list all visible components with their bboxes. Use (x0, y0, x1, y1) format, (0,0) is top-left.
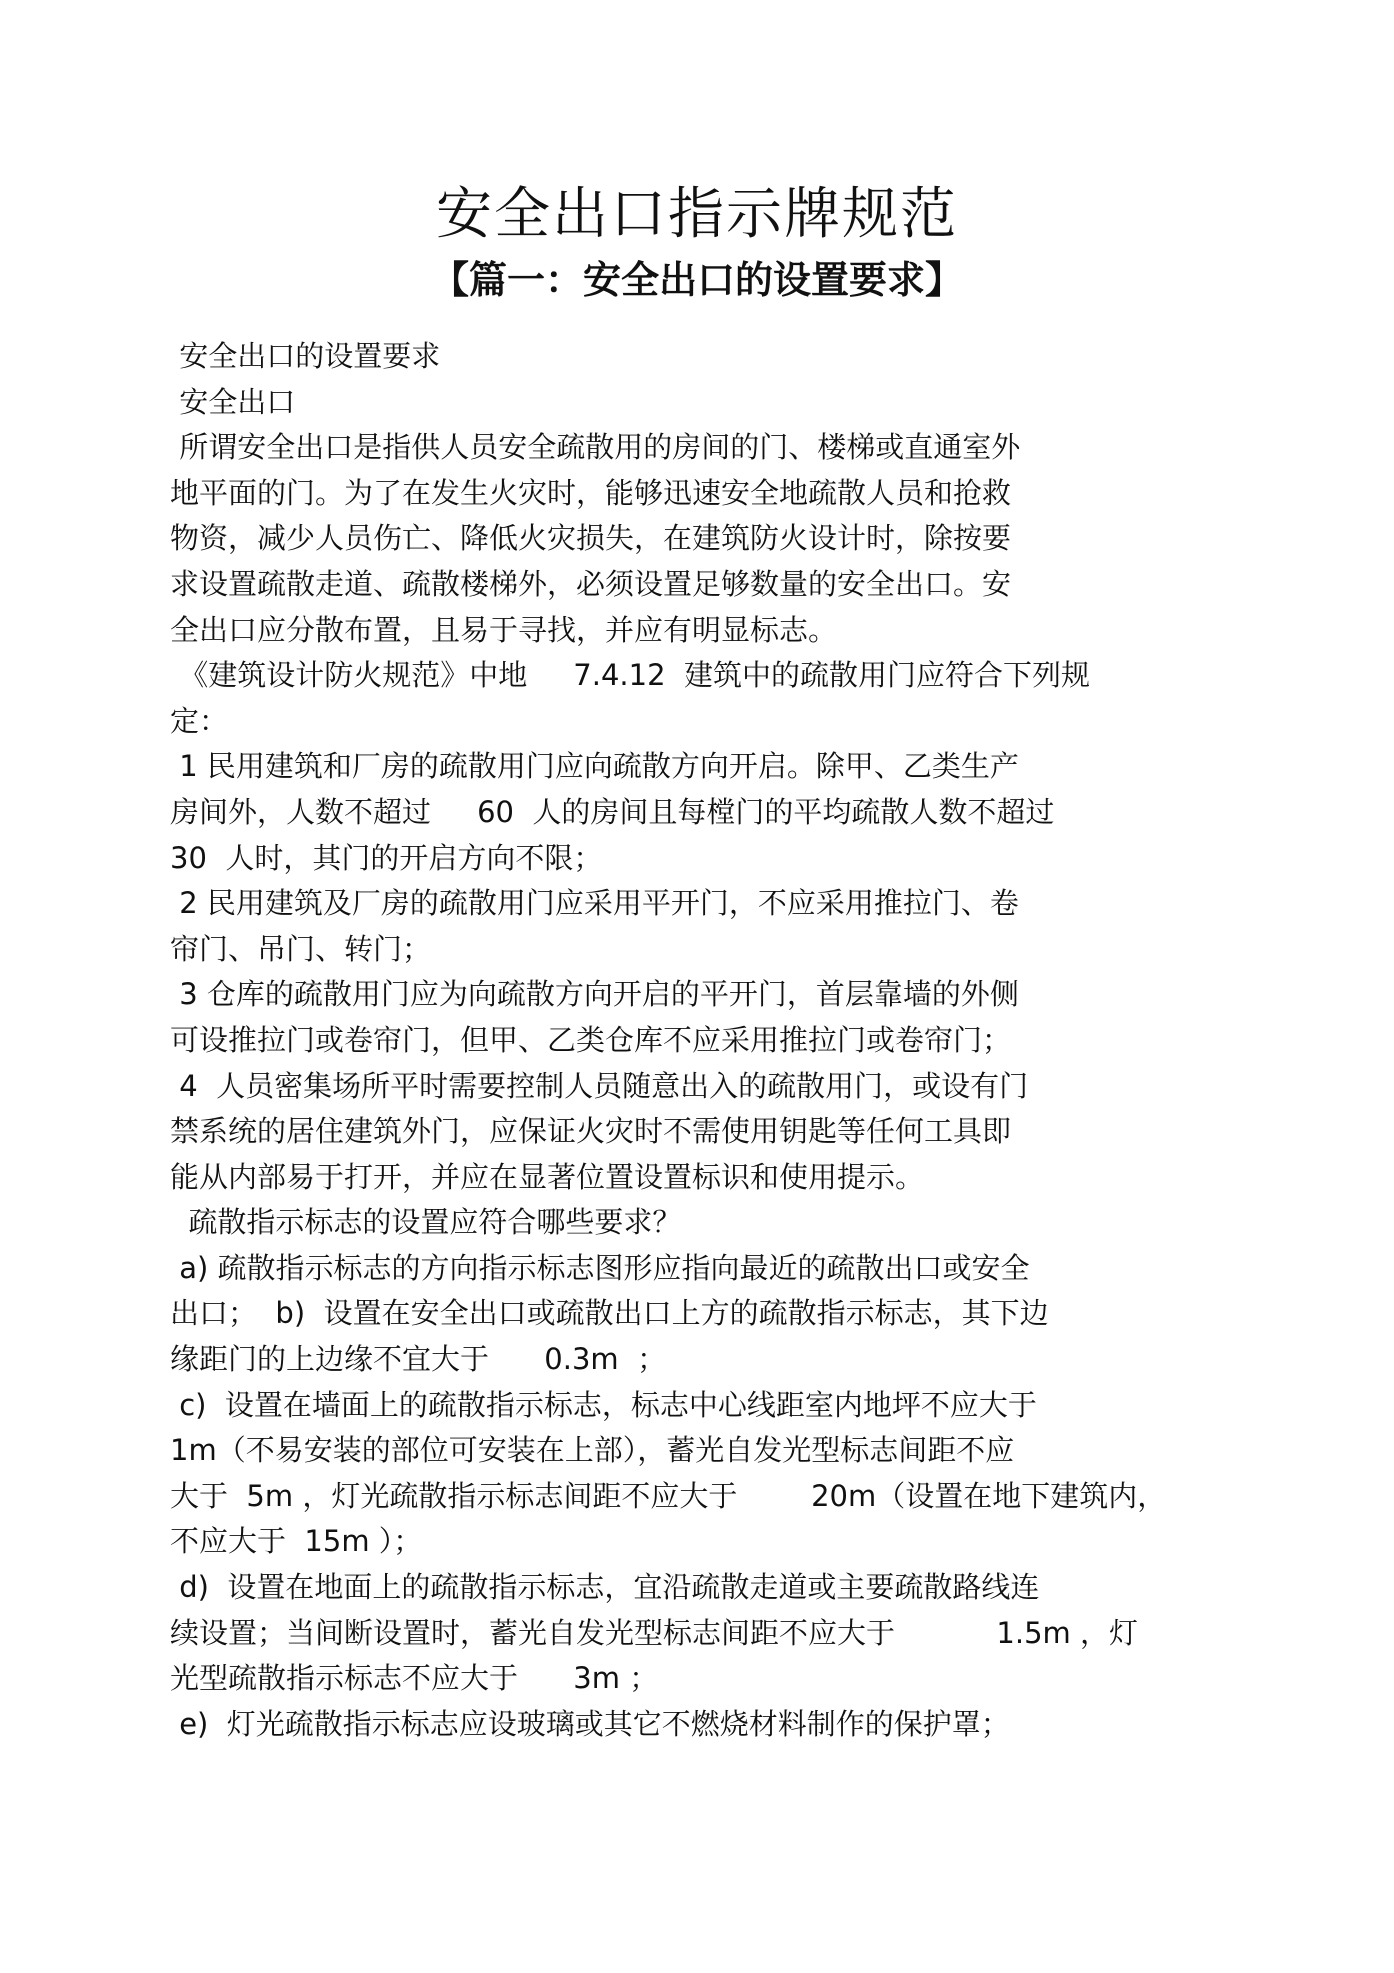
paragraph-line: 3 仓库的疏散用门应为向疏散方向开启的平开门，首层靠墙的外侧 (170, 977, 1019, 1012)
paragraph-line: 1m（不易安装的部位可安装在上部），蓄光自发光型标志间距不应 (170, 1433, 1015, 1468)
paragraph-line: 全出口应分散布置，且易于寻找，并应有明显标志。 (170, 612, 838, 647)
paragraph-line: 安全出口的设置要求 (170, 339, 441, 373)
document-body (170, 334, 1230, 1747)
paragraph-line: 能从内部易于打开，并应在显著位置设置标识和使用提示。 (170, 1159, 925, 1194)
paragraph-line: 疏散指示标志的设置应符合哪些要求？ (170, 1205, 682, 1240)
paragraph-line: 定： (170, 703, 229, 738)
paragraph-line: c) 设置在墙面上的疏散指示标志，标志中心线距室内地坪不应大于 (170, 1387, 1037, 1422)
paragraph-line: 续设置；当间断设置时，蓄光自发光型标志间距不应大于 1.5m ，灯 (170, 1615, 1138, 1650)
paragraph-line: 帘门、吊门、转门； (170, 931, 432, 966)
paragraph-line: 地平面的门。为了在发生火灾时，能够迅速安全地疏散人员和抢救 (170, 475, 1012, 510)
paragraph-line: 2 民用建筑及厂房的疏散用门应采用平开门，不应采用推拉门、卷 (170, 886, 1019, 921)
paragraph-line: 缘距门的上边缘不宜大于 0.3m ； (170, 1342, 667, 1377)
paragraph-line: d) 设置在地面上的疏散指示标志，宜沿疏散走道或主要疏散路线连 (170, 1570, 1040, 1605)
paragraph-line: 所谓安全出口是指供人员安全疏散用的房间的门、楼梯或直通室外 (170, 430, 1021, 465)
paragraph-line: 30 人时，其门的开启方向不限； (170, 840, 603, 875)
paragraph-line: 禁系统的居住建筑外门，应保证火灾时不需使用钥匙等任何工具即 (170, 1114, 1012, 1149)
paragraph-line: 可设推拉门或卷帘门，但甲、乙类仓库不应采用推拉门或卷帘门； (170, 1022, 1012, 1057)
paragraph-line: 房间外，人数不超过 60 人的房间且每樘门的平均疏散人数不超过 (170, 794, 1055, 829)
paragraph-line: 1 民用建筑和厂房的疏散用门应向疏散方向开启。除甲、乙类生产 (170, 749, 1019, 784)
paragraph-line: 安全出口 (170, 384, 296, 419)
paragraph-line: 物资，减少人员伤亡、降低火灾损失，在建筑防火设计时，除按要 (170, 521, 1012, 556)
paragraph-line: 4 人员密集场所平时需要控制人员随意出入的疏散用门，或设有门 (170, 1068, 1029, 1103)
paragraph-line: e) 灯光疏散指示标志应设玻璃或其它不燃烧材料制作的保护罩； (170, 1706, 1010, 1741)
document-subtitle: 【篇一：安全出口的设置要求】 (430, 258, 963, 302)
paragraph-line: 大于 5m ，灯光疏散指示标志间距不应大于 20m（设置在地下建筑内， (170, 1478, 1167, 1513)
paragraph-line: 光型疏散指示标志不应大于 3m ； (170, 1661, 659, 1696)
paragraph-line: 出口； b) 设置在安全出口或疏散出口上方的疏散指示标志，其下边 (170, 1296, 1049, 1331)
paragraph-line: 不应大于 15m ）； (170, 1524, 423, 1559)
paragraph-line: a) 疏散指示标志的方向指示标志图形应指向最近的疏散出口或安全 (170, 1250, 1030, 1285)
paragraph-line: 求设置疏散走道、疏散楼梯外，必须设置足够数量的安全出口。安 (170, 566, 1012, 601)
paragraph-line: 《建筑设计防火规范》中地 7.4.12 建筑中的疏散用门应符合下列规 (170, 658, 1090, 693)
document-title: 安全出口指示牌规范 (436, 182, 958, 247)
